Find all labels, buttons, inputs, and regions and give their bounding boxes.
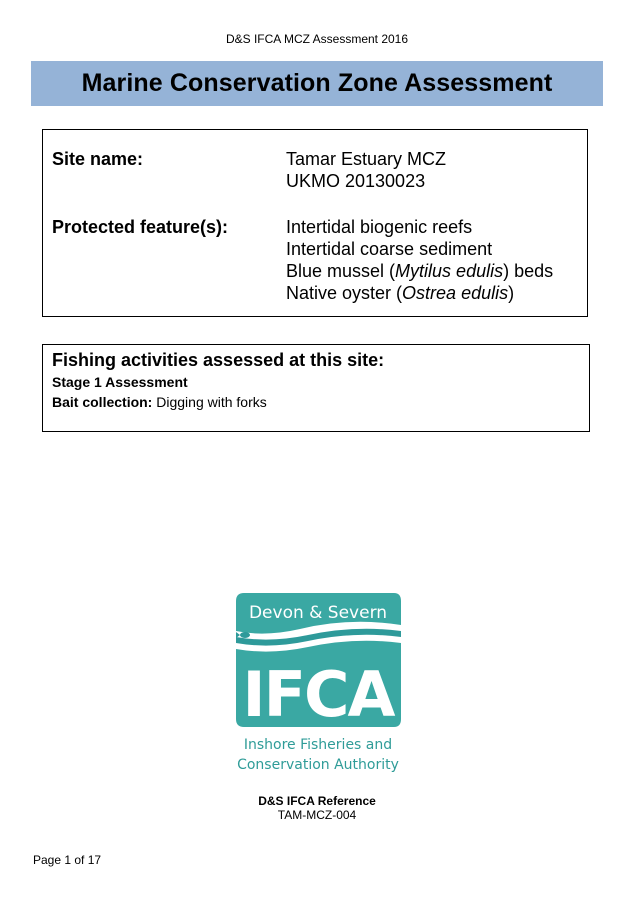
reference-block [0, 794, 634, 822]
running-header: D&S IFCA MCZ Assessment 2016 [225, 32, 409, 46]
site-name-values [286, 148, 596, 192]
activity-value: Digging with forks [152, 394, 267, 410]
protected-features-list [286, 216, 596, 304]
site-name-label: Site name: [52, 149, 144, 169]
title-band [31, 61, 603, 106]
fishing-activity-item [52, 392, 589, 412]
devon-severn-ifca-logo [230, 591, 405, 781]
activity-label: Bait collection: [52, 394, 153, 410]
feature-item: Intertidal biogenic reefs [286, 217, 473, 237]
logo-line-2: Conservation Authority [237, 757, 399, 773]
feature-item: Native oyster (Ostrea edulis) [286, 283, 515, 303]
feature-item: Blue mussel (Mytilus edulis) beds [286, 261, 554, 281]
site-code-line: UKMO 20130023 [286, 171, 426, 191]
protected-features-label: Protected feature(s): [52, 217, 229, 237]
site-info-box [42, 129, 588, 317]
feature-item: Intertidal coarse sediment [286, 239, 493, 259]
fishing-activities-box [42, 344, 590, 432]
protected-features-row [52, 216, 592, 306]
fish-icon [236, 632, 250, 638]
assessment-stage: Stage 1 Assessment [52, 374, 188, 390]
reference-label: D&S IFCA Reference [258, 794, 376, 808]
fishing-activities-heading: Fishing activities assessed at this site: [52, 350, 385, 370]
reference-code: TAM-MCZ-004 [277, 808, 357, 822]
logo-line-1: Inshore Fisheries and [243, 737, 393, 753]
site-name-line: Tamar Estuary MCZ [286, 149, 447, 169]
page-number: Page 1 of 17 [33, 853, 102, 867]
logo-top-text: Devon & Severn [248, 603, 388, 623]
document-title: Marine Conservation Zone Assessment [81, 69, 553, 97]
site-name-row [52, 148, 592, 194]
logo-main-text: IFCA [242, 658, 394, 731]
